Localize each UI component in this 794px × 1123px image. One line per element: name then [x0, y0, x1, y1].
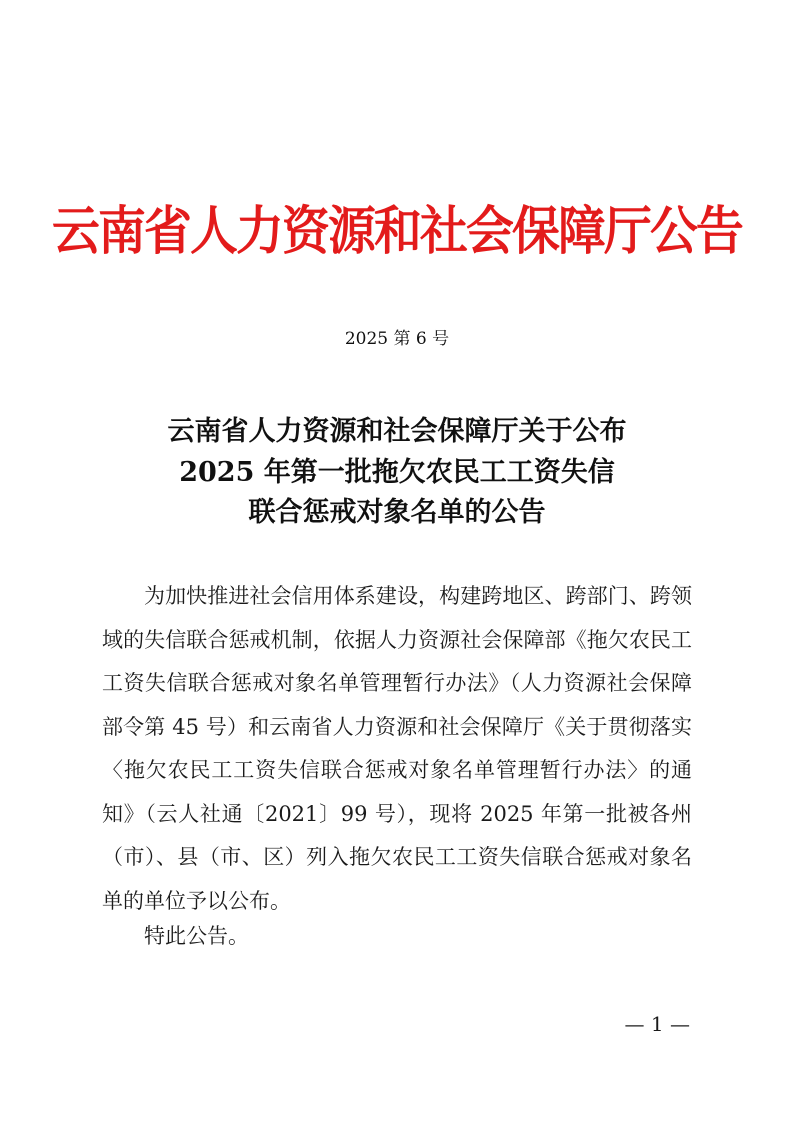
document-number: 2025 第 6 号: [344, 329, 450, 349]
page-number: — 1 —: [624, 1012, 690, 1036]
document-title-line-1: 云南省人力资源和社会保障厅关于公布: [167, 416, 627, 447]
issuer-header-title: 云南省人力资源和社会保障厅公告: [51, 201, 743, 262]
document-title-line-2: 2025 年第一批拖欠农民工工资失信: [179, 456, 615, 488]
closing-statement: 特此公告。: [144, 924, 249, 948]
body-paragraph: 为加快推进社会信用体系建设，构建跨地区、跨部门、跨领域的失信联合惩戒机制，依据人力资源社会保障部《拖欠农民工工资失信联合惩戒对象名单管理暂行办法》（人力资源社会保障部令第 45 号）和云南省人力资源和社会保障厅《关于贯彻落实〈拖欠农民工工资失信联合惩戒对象名单管理暂行办法〉的通知》（云人社通〔2021〕99 号），现将 2025 年第一批被各州（市）、县（市、区）列入拖欠农民工工资失信联合惩戒对象名单的单位予以公布。: [102, 584, 692, 913]
document-body: [102, 575, 692, 923]
document-title-line-3: 联合惩戒对象名单的公告: [248, 497, 546, 528]
document-title: [0, 412, 794, 534]
